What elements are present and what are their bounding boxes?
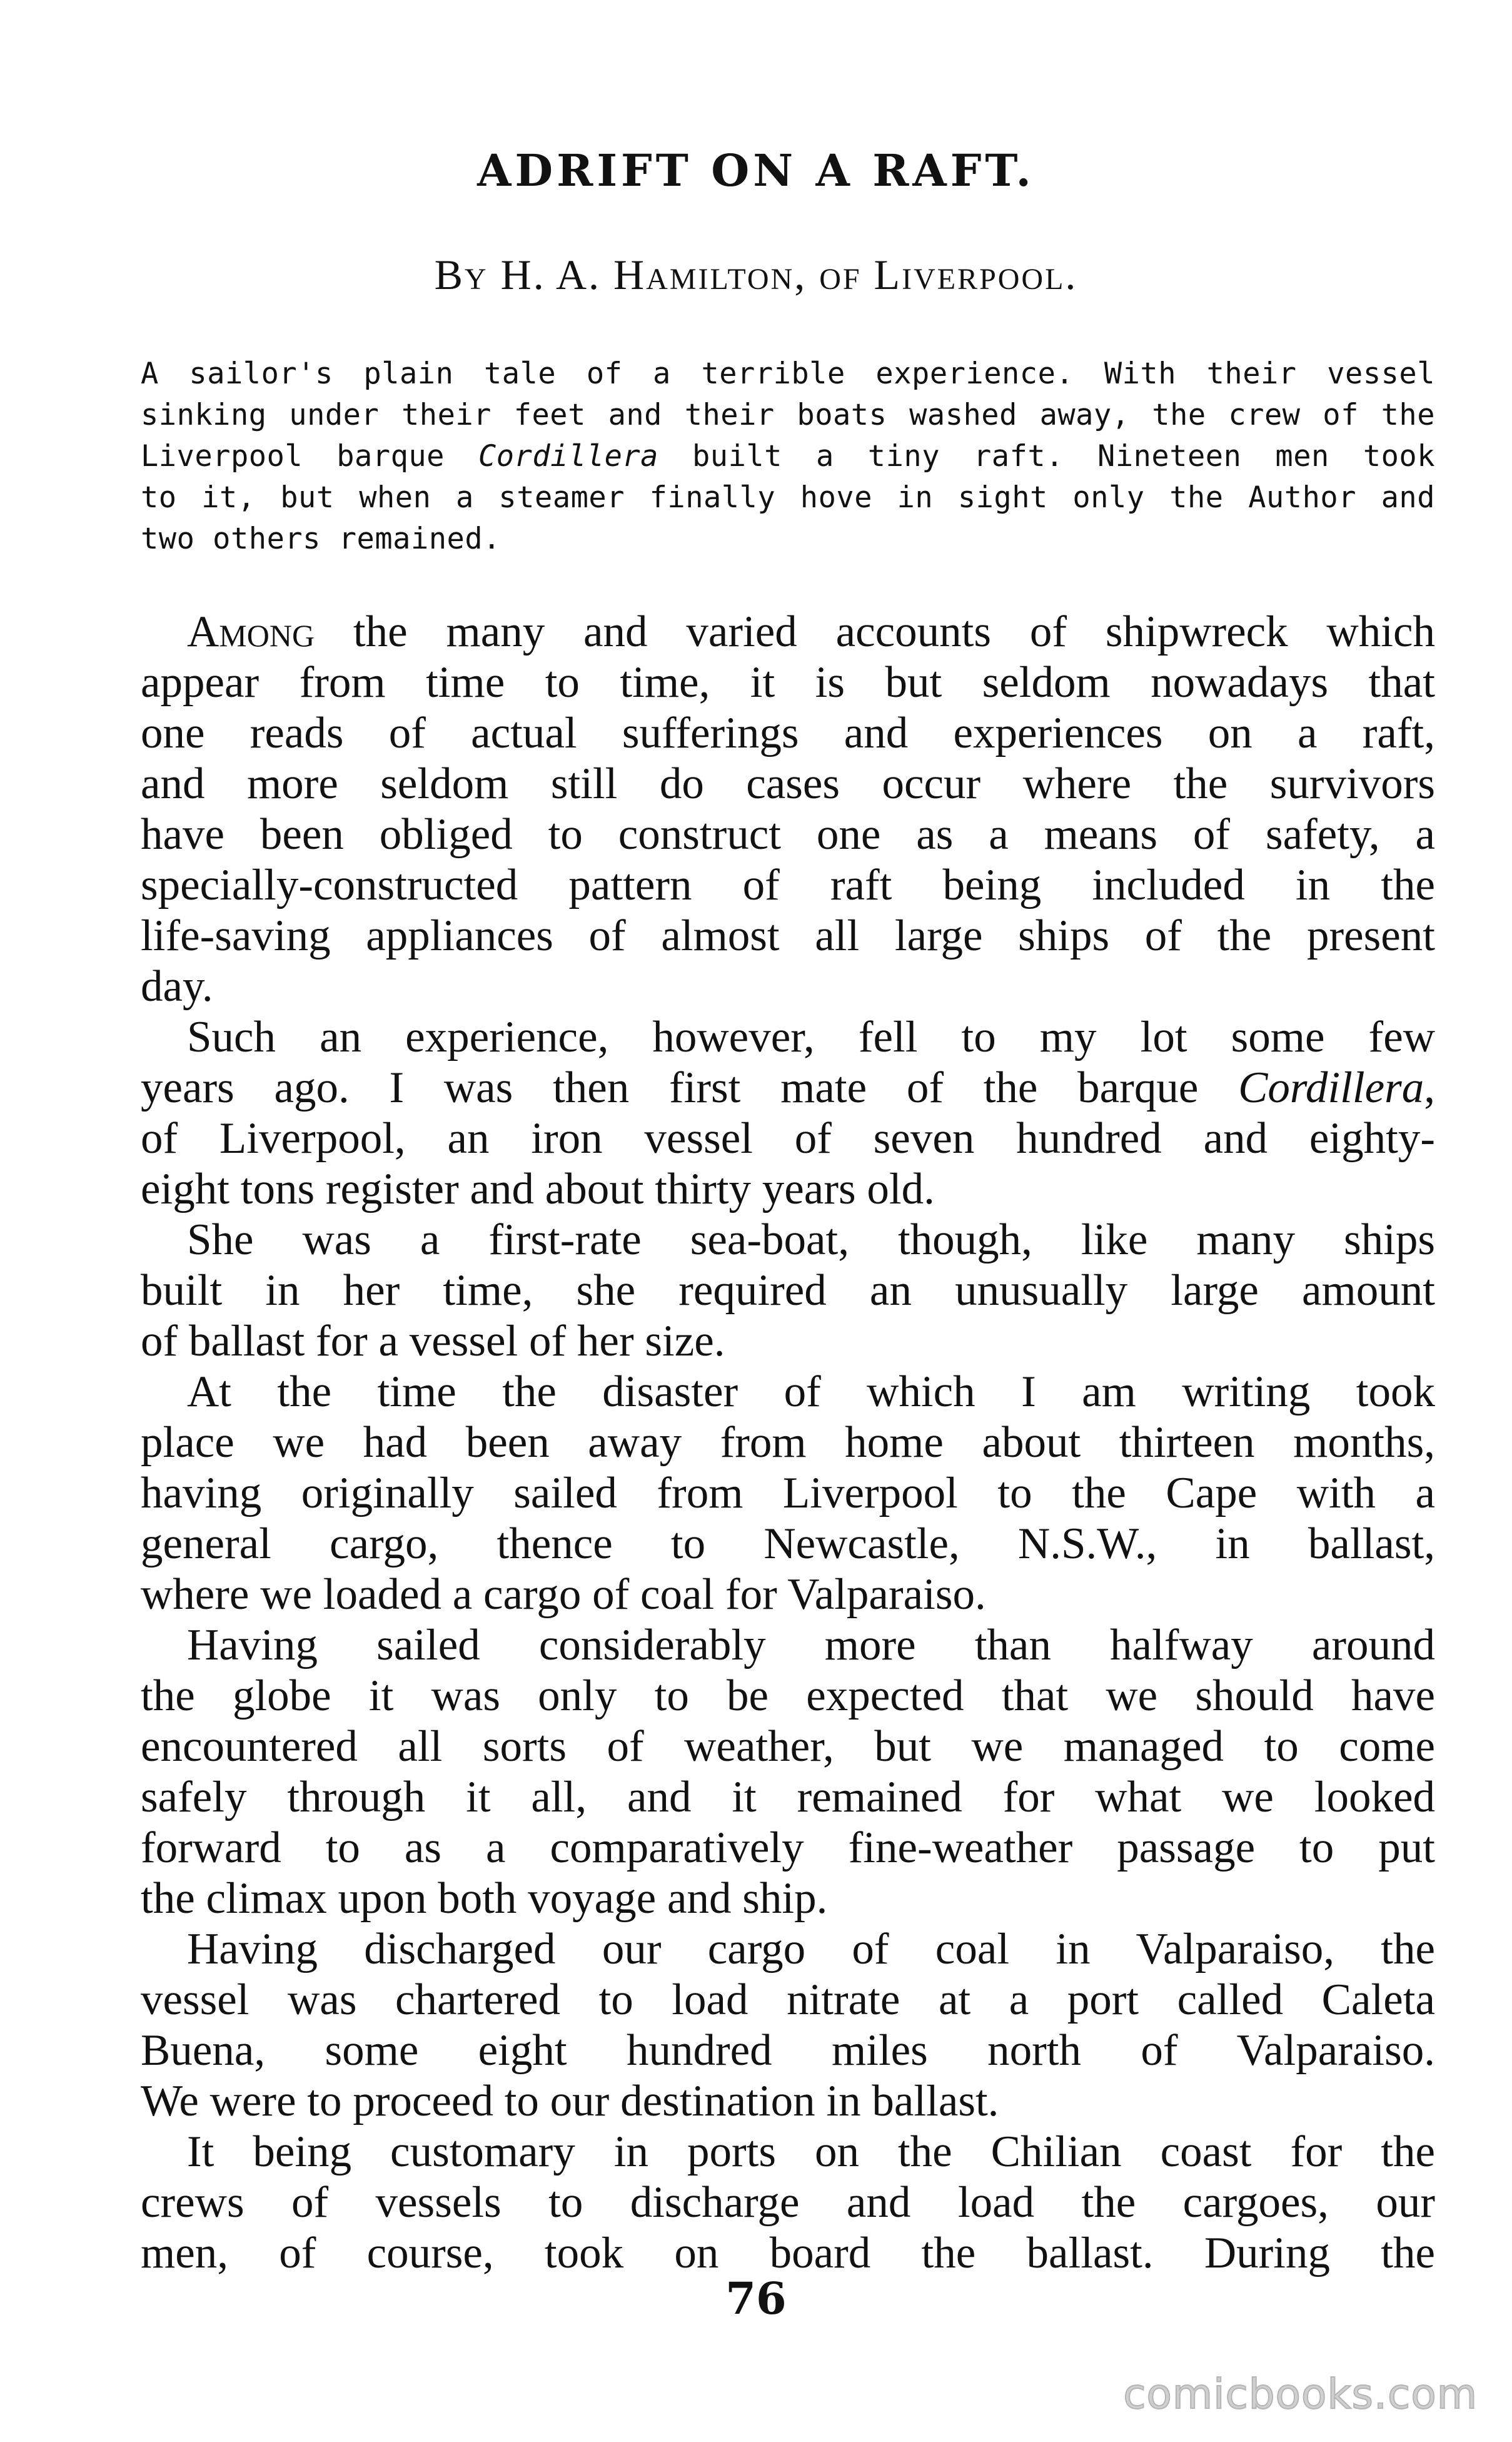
body-line: life-saving appliances of almost all large ships of the present (141, 911, 1435, 960)
page-number: 76 (725, 2272, 787, 2324)
body-line: crews of vessels to discharge and load the cargoes, our (141, 2178, 1435, 2227)
body-line: At the time the disaster of which I am writing took (187, 1367, 1435, 1416)
summary-line: A sailor's plain tale of a terrible experience. With their vessel (141, 357, 1435, 391)
body-line: forward to as a comparatively fine-weather passage to put (141, 1823, 1435, 1872)
body-line: have been obliged to construct one as a means of safety, a (141, 810, 1435, 859)
article-body (141, 607, 1435, 2279)
body-line: where we loaded a cargo of coal for Valparaiso. (141, 1570, 986, 1619)
body-line: years ago. I was then first mate of the barque Cordillera, (141, 1063, 1435, 1112)
body-line: She was a first-rate sea-boat, though, like many ships (187, 1215, 1435, 1264)
body-line: It being customary in ports on the Chilian coast for the (187, 2127, 1435, 2176)
body-line: Among the many and varied accounts of shipwreck which (187, 607, 1435, 656)
body-line: and more seldom still do cases occur where the survivors (141, 759, 1435, 808)
summary-line: to it, but when a steamer finally hove in sight only the Author and (141, 480, 1435, 515)
body-line: having originally sailed from Liverpool to the Cape with a (141, 1469, 1435, 1517)
summary-line: Liverpool barque Cordillera built a tiny raft. Nineteen men took (141, 439, 1436, 474)
body-line: specially-constructed pattern of raft being included in the (141, 861, 1435, 909)
body-line: of Liverpool, an iron vessel of seven hundred and eighty- (141, 1114, 1435, 1163)
watermark-text: comicbooks.com (1123, 2370, 1478, 2418)
article-summary (141, 353, 1435, 560)
body-line: the climax upon both voyage and ship. (141, 1874, 828, 1923)
body-line: place we had been away from home about thirteen months, (141, 1418, 1435, 1467)
byline-of: of (819, 251, 862, 298)
body-line: built in her time, she required an unusually large amount (141, 1266, 1435, 1315)
summary-line: two others remained. (141, 522, 501, 556)
body-line: general cargo, thence to Newcastle, N.S.W., in ballast, (141, 1519, 1435, 1568)
body-line: We were to proceed to our destination in ballast. (141, 2077, 999, 2125)
body-line: appear from time to time, it is but seldom nowadays that (141, 658, 1435, 707)
body-line: eight tons register and about thirty years old. (141, 1165, 935, 1213)
body-line: encountered all sorts of weather, but we managed to come (141, 1722, 1435, 1771)
byline-by: By (434, 251, 488, 298)
ship-name: Cordillera (1238, 1063, 1424, 1112)
summary-line: sinking under their feet and their boats washed away, the crew of the (141, 398, 1435, 432)
body-line: vessel was chartered to load nitrate at a port called Caleta (141, 1975, 1435, 2024)
body-line: day. (141, 962, 213, 1011)
byline-place: Liverpool. (874, 251, 1078, 298)
body-line: Such an experience, however, fell to my lot some few (187, 1013, 1435, 1061)
body-line: Having sailed considerably more than halfway around (187, 1621, 1435, 1669)
body-line: men, of course, took on board the ballast. During the (141, 2229, 1435, 2277)
article-title: ADRIFT ON A RAFT. (477, 144, 1035, 196)
body-line: the globe it was only to be expected that we should have (141, 1671, 1435, 1720)
opening-word: Among (187, 607, 315, 656)
body-line: of ballast for a vessel of her size. (141, 1317, 725, 1365)
body-line: Buena, some eight hundred miles north of Valparaiso. (141, 2026, 1435, 2075)
byline-author: H. A. Hamilton, (500, 251, 807, 298)
body-line: Having discharged our cargo of coal in Valparaiso, the (187, 1925, 1435, 1973)
body-line: one reads of actual sufferings and experiences on a raft, (141, 709, 1435, 757)
article-byline (0, 253, 1512, 296)
ship-name: Cordillera (478, 439, 658, 474)
body-line: safely through it all, and it remained for what we looked (141, 1773, 1435, 1821)
